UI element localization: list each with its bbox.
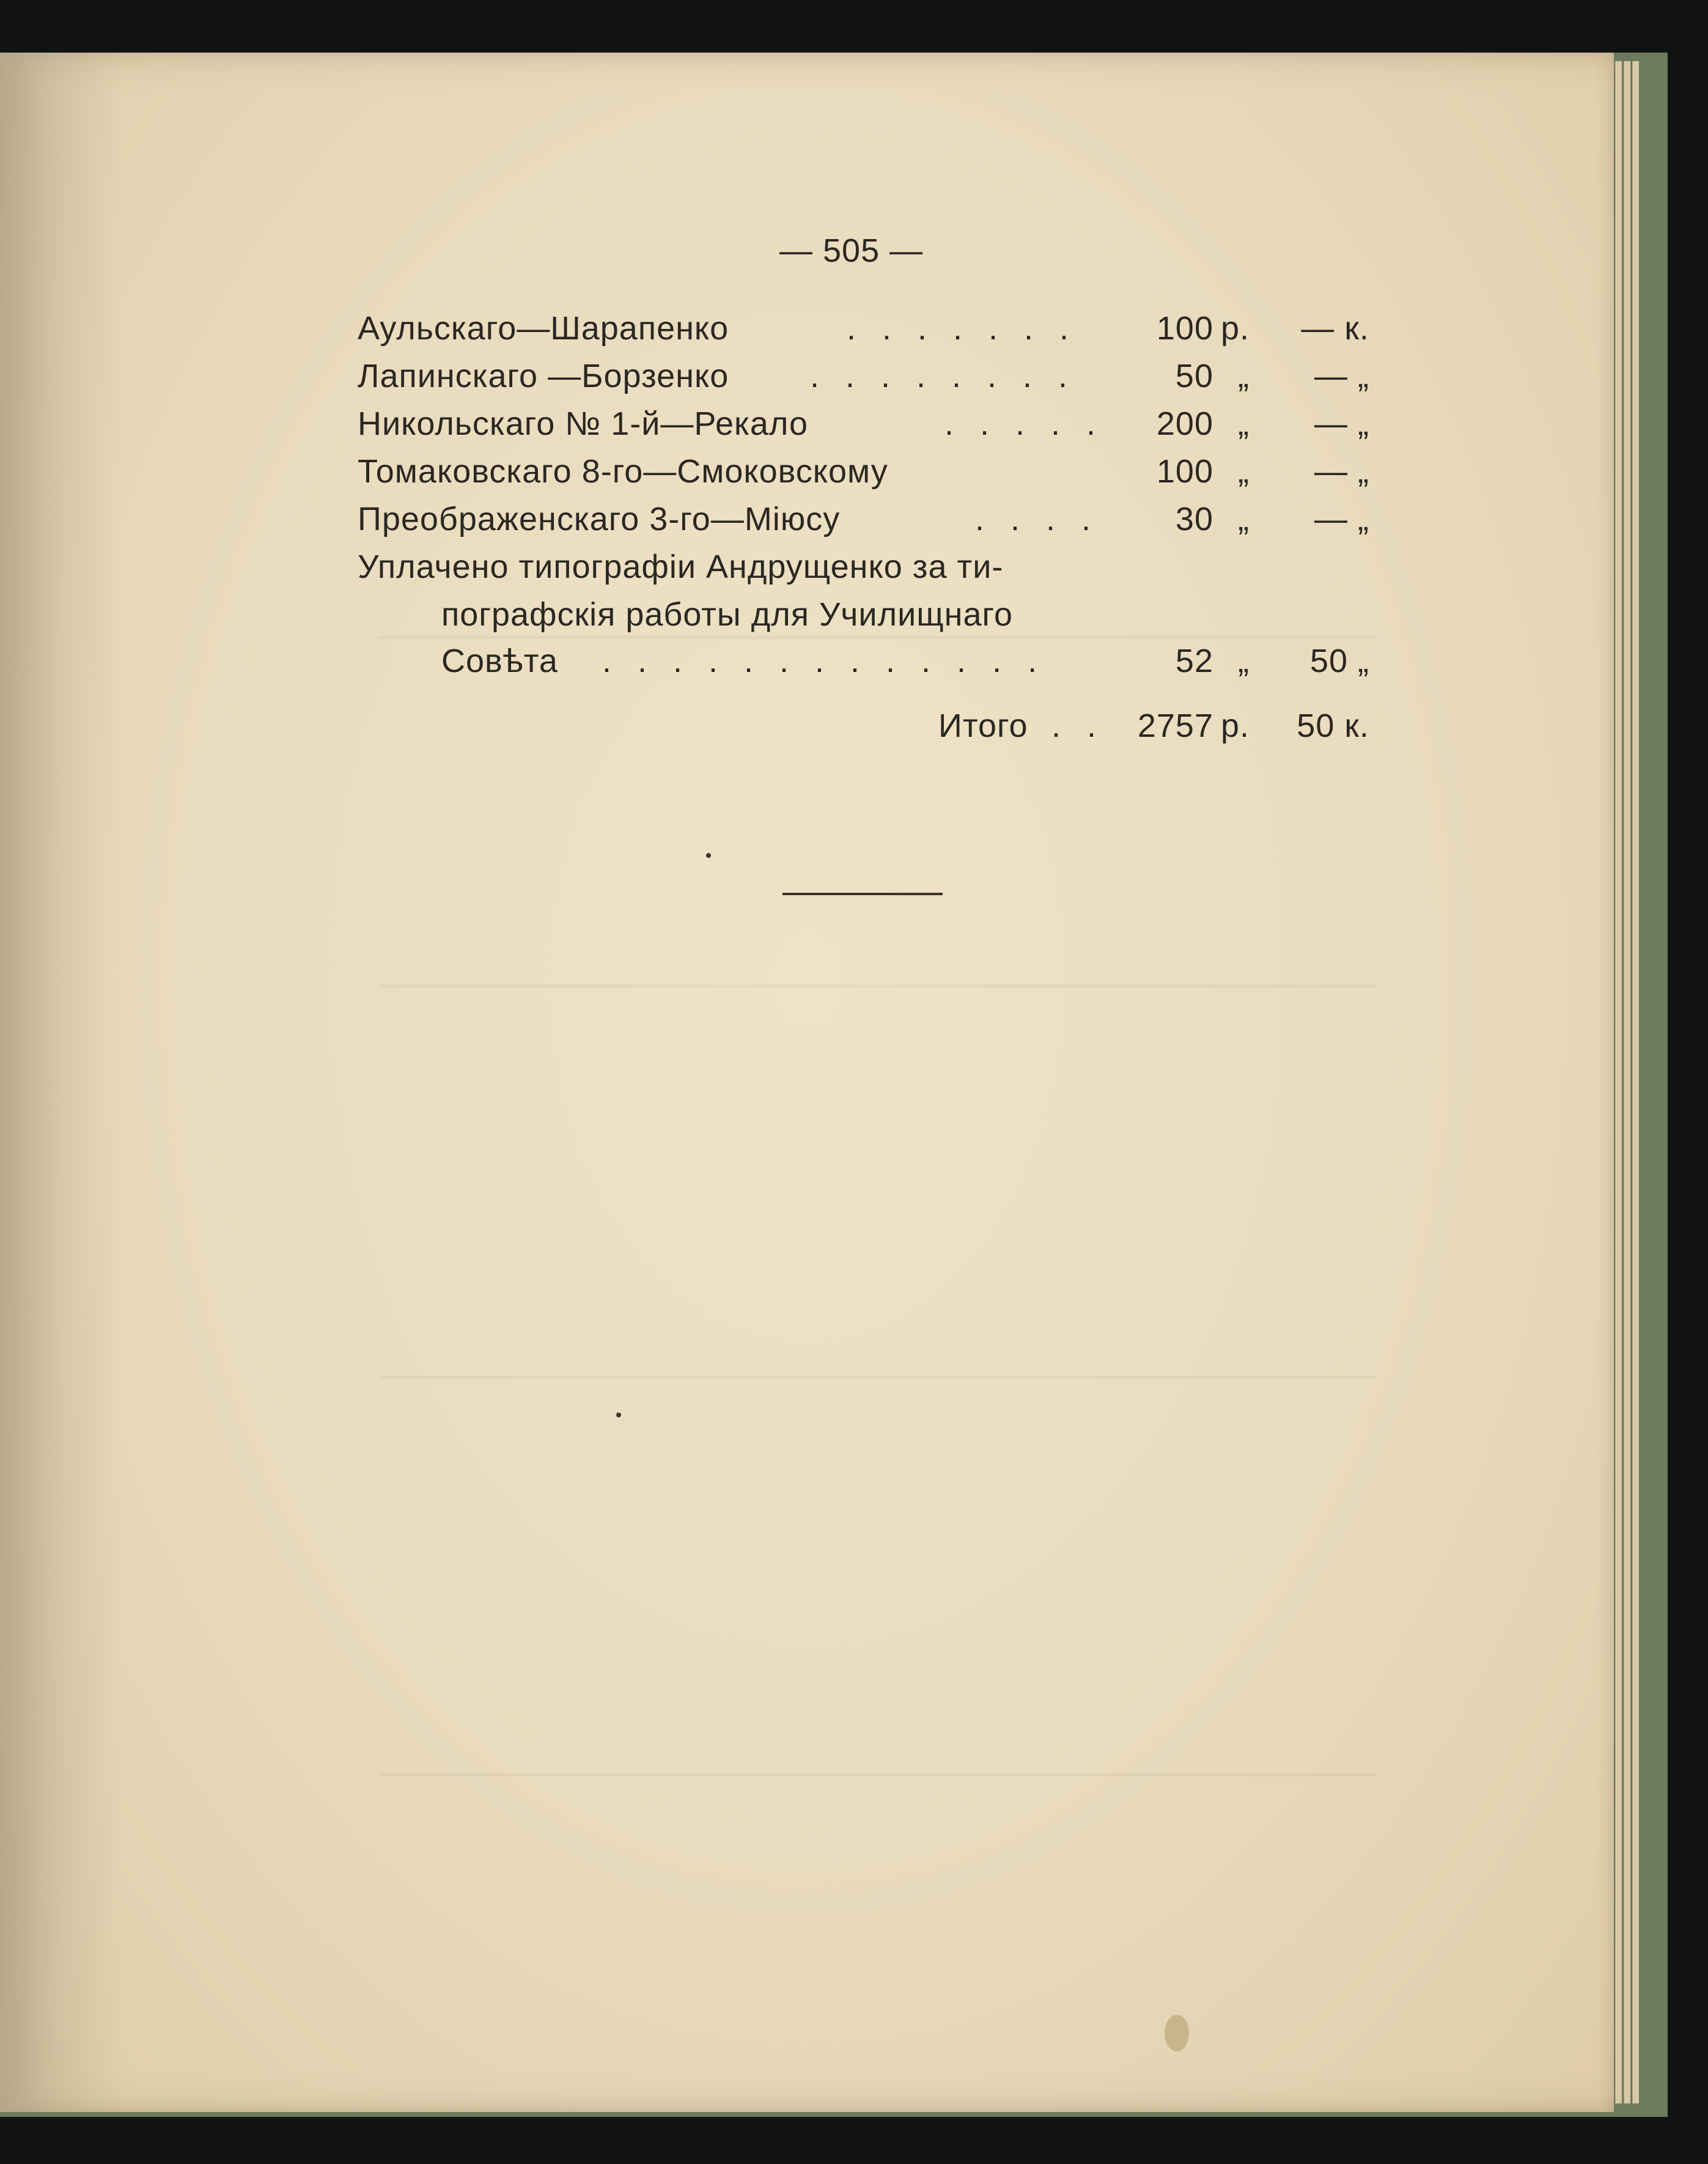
entry-leader: . . . . . . .: [847, 310, 1078, 347]
entry-amount: 100: [1156, 310, 1213, 347]
typography-line-2: пографскія работы для Училищнаго: [441, 596, 1014, 633]
total-unit: р.: [1221, 707, 1250, 744]
entry-label: Аульскаго—Шарапенко: [358, 310, 729, 347]
bleed-through: [379, 1773, 1375, 1776]
entry-amount: 50: [1175, 358, 1213, 394]
entry-unit: р.: [1221, 310, 1250, 347]
entry-amount: 52: [1175, 643, 1213, 679]
list-item: [358, 455, 1369, 492]
total-leader: . .: [1051, 707, 1105, 744]
entry-leader: . . . . . . . . . . . . .: [602, 643, 1046, 679]
total-kop: 50 к.: [1297, 707, 1369, 744]
entry-kop: — „: [1314, 358, 1369, 394]
entry-kop: 50 „: [1309, 643, 1369, 679]
typography-line-1: Уплачено типографіи Андрущенко за ти-: [358, 548, 1004, 585]
entry-leader: . . . . . . . .: [810, 358, 1077, 394]
gutter-shadow: [0, 53, 122, 2112]
list-item: [358, 503, 1369, 539]
entry-amount: 30: [1175, 501, 1213, 537]
bleed-through: [379, 636, 1375, 639]
entry-amount: 100: [1156, 453, 1213, 490]
total-amount: 2757: [1137, 707, 1213, 744]
entry-kop: — „: [1314, 501, 1369, 537]
entry-kop: — „: [1314, 405, 1369, 442]
ink-speck: [706, 853, 711, 858]
list-item: [358, 360, 1369, 396]
entry-kop: — „: [1314, 453, 1369, 490]
page-edge: [1624, 61, 1630, 2103]
typography-line-3: Совѣта: [441, 643, 558, 679]
total-label: Итого: [938, 707, 1028, 744]
total-row: [358, 709, 1369, 746]
bleed-through: [379, 1376, 1375, 1379]
section-divider: [782, 893, 943, 895]
list-item: [358, 312, 1369, 349]
entry-amount: 200: [1156, 405, 1213, 442]
entry-label: Лапинскаго —Борзенко: [358, 358, 729, 394]
ink-speck: [616, 1413, 621, 1417]
entry-unit: „: [1238, 501, 1250, 537]
bleed-through: [379, 984, 1375, 988]
entry-label: Томаковскаго 8-го—Смоковскому: [358, 453, 888, 490]
entry-unit: „: [1238, 405, 1250, 442]
entry-unit: „: [1238, 358, 1250, 394]
page-number: — 505 —: [779, 232, 924, 269]
page-edge: [1615, 61, 1622, 2103]
entry-kop: — к.: [1301, 310, 1369, 347]
list-item: [358, 407, 1369, 444]
entry-unit: „: [1238, 453, 1250, 490]
entry-leader: . . . .: [975, 501, 1100, 537]
page-edge: [1632, 61, 1639, 2103]
entry-label: Никольскаго № 1-й—Рекало: [358, 405, 809, 442]
list-item: [358, 644, 1369, 681]
entry-label: Преображенскаго 3-го—Міюсу: [358, 501, 841, 537]
entry-leader: . . . . .: [944, 405, 1105, 442]
entry-unit: „: [1238, 643, 1250, 679]
paper-stain: [1165, 2015, 1189, 2051]
